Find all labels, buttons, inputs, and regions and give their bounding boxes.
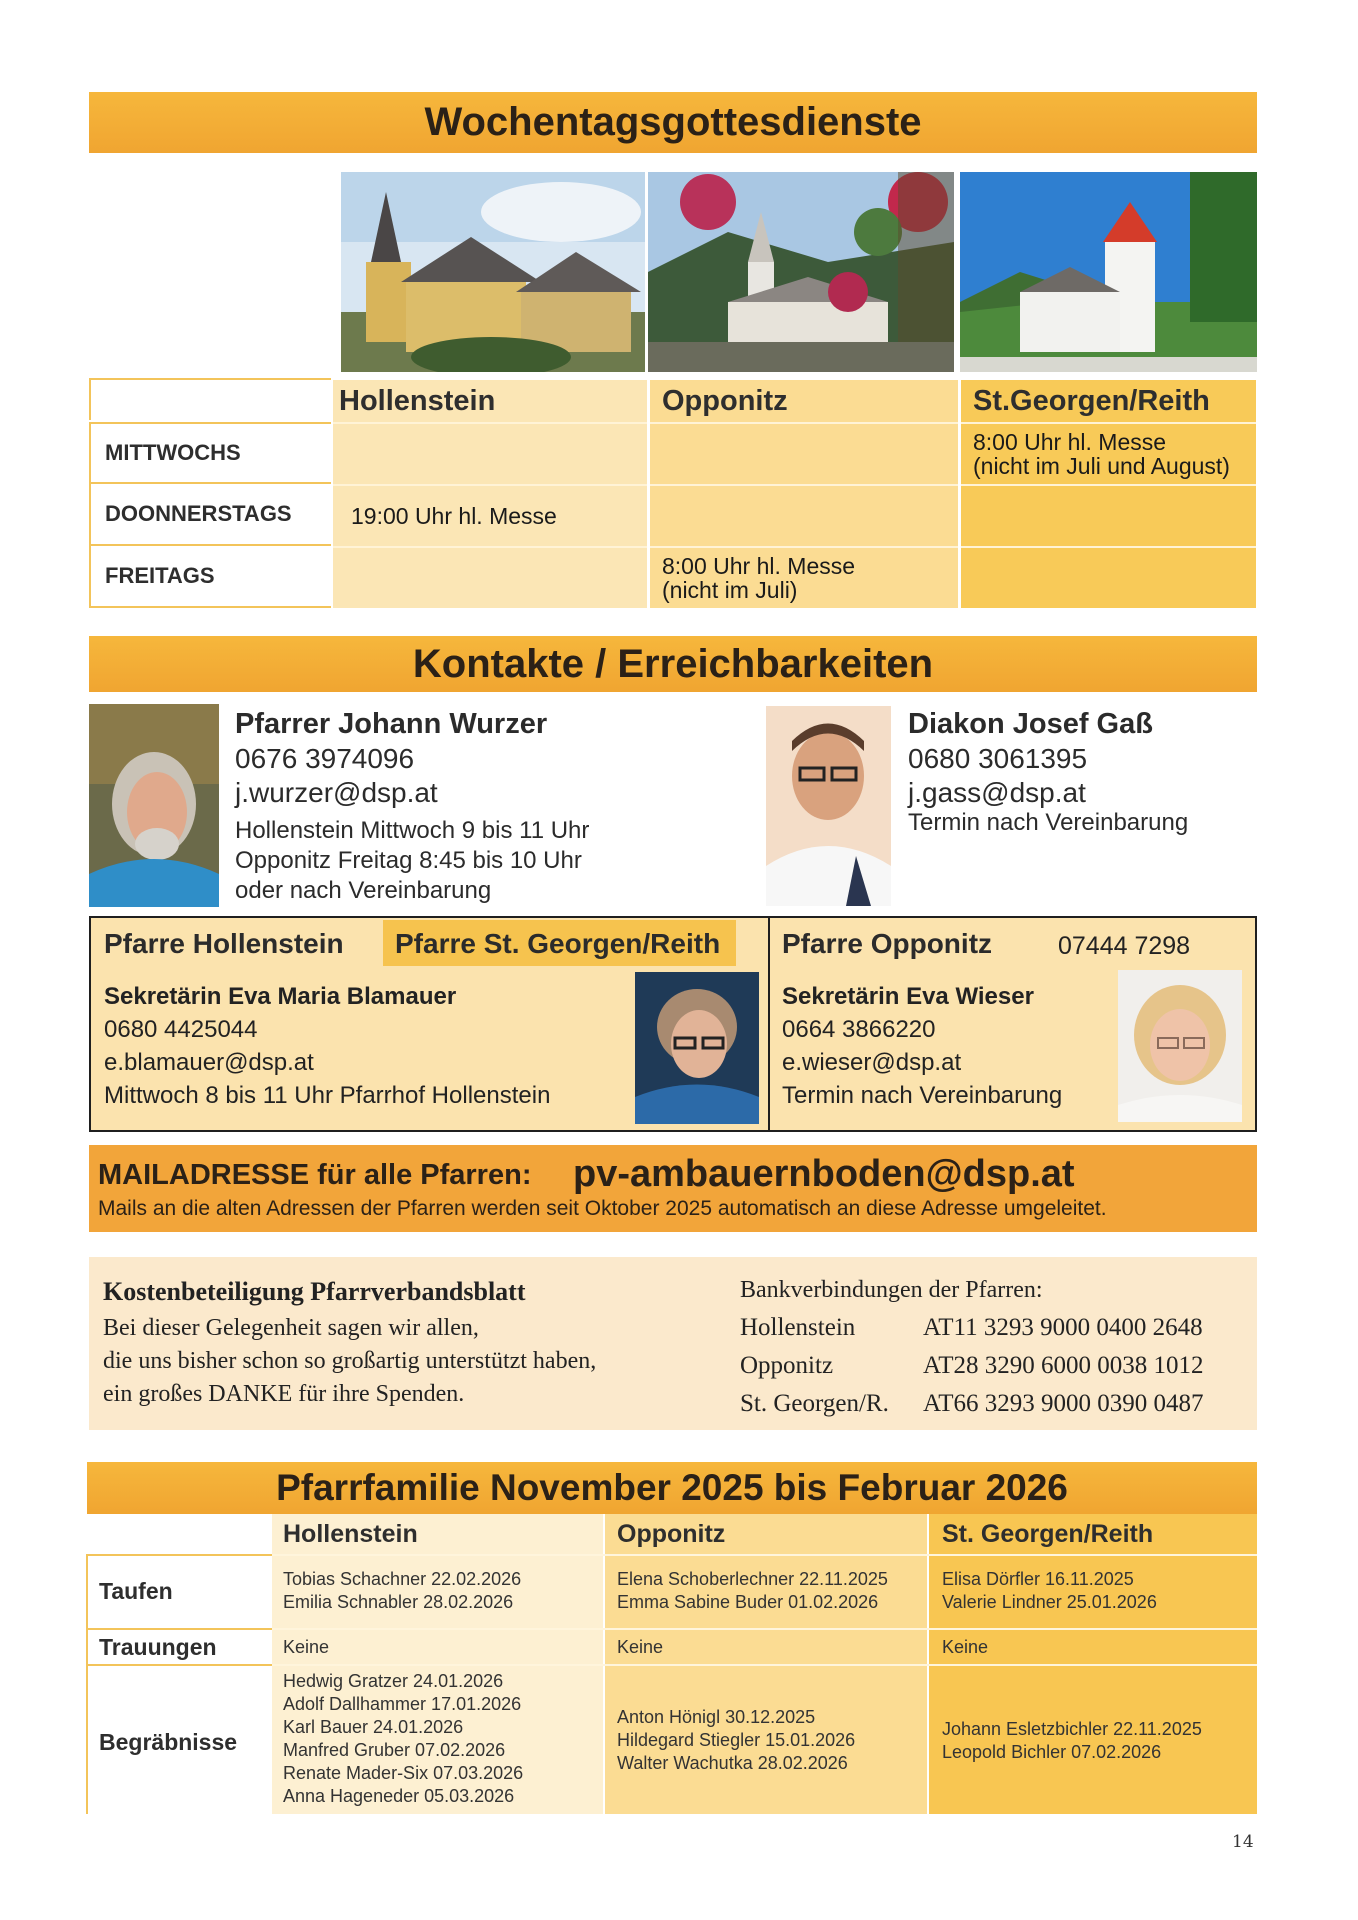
mail-bar — [89, 1145, 1257, 1232]
list-item: Karl Bauer 24.01.2026 — [283, 1717, 464, 1737]
secretary-phone[interactable]: 0680 4425044 — [104, 1016, 258, 1043]
secretary-hours: Mittwoch 8 bis 11 Uhr Pfarrhof Hollenstein — [104, 1082, 551, 1109]
weekday-table-corner — [89, 378, 331, 420]
list-item: Elisa Dörfler 16.11.2025 — [942, 1569, 1134, 1589]
weekday-cell-mittwochs-stgeorgen — [961, 422, 1256, 484]
family-col-opponitz: Opponitz — [617, 1520, 726, 1548]
trauungen-opponitz: Keine — [617, 1637, 664, 1657]
family-col-stgeorgen: St. Georgen/Reith — [942, 1520, 1154, 1548]
family-label-border — [86, 1664, 272, 1666]
weekday-col-hollenstein: Hollenstein — [333, 380, 647, 422]
diakon-phone[interactable]: 0680 3061395 — [908, 743, 1088, 774]
list-item: Elena Schoberlechner 22.11.2025 — [617, 1569, 888, 1589]
weekday-col-stgeorgen: St.Georgen/Reith — [961, 380, 1256, 422]
weekday-col-opponitz: Opponitz — [650, 380, 958, 422]
diakon-email[interactable]: j.gass@dsp.at — [908, 777, 1086, 808]
secretary-opponitz — [782, 980, 1062, 1112]
pfarrer-hours-2: Opponitz Freitag 8:45 bis 10 Uhr — [235, 847, 582, 874]
church-photo-hollenstein — [341, 172, 645, 372]
parish-title-opponitz: Pfarre Opponitz — [782, 928, 993, 959]
list-item: Hildegard Stiegler 15.01.2026 — [617, 1730, 856, 1750]
bank-title: Bankverbindungen der Pfarren: — [740, 1277, 1043, 1303]
begraebnisse-hollenstein — [283, 1670, 523, 1808]
bank-name-opponitz: Opponitz — [740, 1352, 834, 1379]
pfarrer-hours-3: oder nach Vereinbarung — [235, 877, 492, 904]
parish-box-opponitz — [768, 916, 1257, 1132]
secretary-wieser-photo — [1118, 970, 1242, 1122]
diakon-contact — [908, 708, 1248, 837]
page-number: 14 — [1232, 1832, 1254, 1852]
weekday-title: Wochentagsgottesdienste — [424, 100, 922, 144]
mass-note: (nicht im Juli) — [662, 577, 798, 603]
family-row-begraebnisse: Begräbnisse — [99, 1729, 238, 1755]
mass-note: (nicht im Juli und August) — [973, 453, 1230, 479]
weekday-cell-freitags-opponitz — [650, 546, 958, 608]
parish-title-stgeorgen: Pfarre St. Georgen/Reith — [383, 920, 736, 966]
list-item: Tobias Schachner 22.02.2026 — [283, 1569, 522, 1589]
weekday-cell — [333, 422, 647, 484]
family-label-border — [86, 1554, 272, 1556]
trauungen-hollenstein: Keine — [283, 1637, 330, 1657]
taufen-opponitz — [617, 1568, 888, 1614]
bank-iban-opponitz: AT28 3290 6000 0038 1012 — [923, 1352, 1204, 1379]
mass-time: 8:00 Uhr hl. Messe — [662, 553, 856, 579]
weekday-cell — [961, 546, 1256, 608]
begraebnisse-opponitz — [617, 1706, 855, 1775]
secretary-hollenstein — [104, 980, 550, 1112]
cost-line-1: Bei dieser Gelegenheit sagen wir allen, — [103, 1315, 479, 1341]
contacts-title: Kontakte / Erreichbarkeiten — [412, 642, 934, 686]
list-item: Renate Mader-Six 07.03.2026 — [283, 1763, 524, 1783]
pfarrer-contact — [235, 708, 755, 905]
bank-name-stgeorgen: St. Georgen/R. — [740, 1390, 889, 1417]
diakon-photo — [766, 706, 891, 906]
weekday-cell — [650, 422, 958, 484]
family-label-border — [86, 1628, 272, 1630]
weekday-cell-donnerstags-hollenstein — [333, 484, 647, 546]
family-row-trauungen: Trauungen — [99, 1634, 217, 1660]
parish-office-phone[interactable]: 07444 7298 — [1058, 932, 1191, 960]
diakon-name: Diakon Josef Gaß — [908, 708, 1153, 740]
family-row-taufen: Taufen — [99, 1578, 173, 1604]
parish-box-hollenstein-stgeorgen — [89, 916, 769, 1132]
taufen-stgeorgen — [942, 1568, 1157, 1614]
cost-line-2: die uns bisher schon so großartig unterstützt haben, — [103, 1348, 597, 1374]
list-item: Leopold Bichler 07.02.2026 — [942, 1742, 1162, 1762]
weekday-cell — [333, 546, 647, 608]
taufen-hollenstein — [283, 1568, 521, 1614]
weekday-row-donnerstags: DOONNERSTAGS — [89, 484, 331, 546]
cost-section — [89, 1257, 1257, 1430]
list-item: Hedwig Gratzer 24.01.2026 — [283, 1671, 504, 1691]
list-item: Adolf Dallhammer 17.01.2026 — [283, 1694, 522, 1714]
secretary-note: Termin nach Vereinbarung — [782, 1082, 1063, 1109]
secretary-phone[interactable]: 0664 3866220 — [782, 1016, 936, 1043]
family-title: Pfarrfamilie November 2025 bis Februar 2026 — [276, 1467, 1068, 1508]
secretary-email[interactable]: e.blamauer@dsp.at — [104, 1049, 314, 1076]
list-item: Walter Wachutka 28.02.2026 — [617, 1753, 848, 1773]
family-label-border — [86, 1554, 88, 1814]
secretary-name: Sekretärin Eva Wieser — [782, 983, 1034, 1010]
list-item: Emilia Schnabler 28.02.2026 — [283, 1592, 514, 1612]
weekday-row-mittwochs: MITTWOCHS — [89, 422, 331, 484]
mass-time: 8:00 Uhr hl. Messe — [973, 429, 1167, 455]
pfarrer-photo — [89, 704, 219, 907]
family-banner — [87, 1462, 1257, 1514]
parish-title-hollenstein: Pfarre Hollenstein — [104, 928, 344, 959]
secretary-name: Sekretärin Eva Maria Blamauer — [104, 983, 457, 1010]
mail-note: Mails an die alten Adressen der Pfarren werden seit Oktober 2025 automatisch an diese Adresse umgeleitet. — [98, 1197, 1107, 1220]
list-item: Manfred Gruber 07.02.2026 — [283, 1740, 506, 1760]
weekday-banner — [89, 92, 1257, 153]
bank-iban-hollenstein: AT11 3293 9000 0400 2648 — [923, 1314, 1203, 1341]
family-col-hollenstein: Hollenstein — [283, 1520, 418, 1548]
bank-name-hollenstein: Hollenstein — [740, 1314, 856, 1341]
trauungen-stgeorgen: Keine — [942, 1637, 989, 1657]
church-photo-opponitz — [648, 172, 954, 372]
mass-time: 19:00 Uhr hl. Messe — [351, 503, 557, 529]
cost-line-3: ein großes DANKE für ihre Spenden. — [103, 1381, 465, 1407]
bank-iban-stgeorgen: AT66 3293 9000 0390 0487 — [923, 1390, 1204, 1417]
list-item: Anton Hönigl 30.12.2025 — [617, 1707, 816, 1727]
weekday-row-freitags: FREITAGS — [89, 546, 331, 608]
pfarrer-hours-1: Hollenstein Mittwoch 9 bis 11 Uhr — [235, 817, 590, 844]
list-item: Johann Esletzbichler 22.11.2025 — [942, 1719, 1202, 1739]
begraebnisse-stgeorgen — [942, 1718, 1202, 1764]
list-item: Anna Hageneder 05.03.2026 — [283, 1786, 515, 1806]
list-item: Emma Sabine Buder 01.02.2026 — [617, 1592, 879, 1612]
contacts-banner — [89, 636, 1257, 692]
cost-title: Kostenbeteiligung Pfarrverbandsblatt — [103, 1277, 526, 1306]
pfarrer-phone[interactable]: 0676 3974096 — [235, 743, 415, 774]
secretary-email[interactable]: e.wieser@dsp.at — [782, 1049, 962, 1076]
church-photo-stgeorgen — [960, 172, 1257, 372]
weekday-cell — [650, 484, 958, 546]
secretary-blamauer-photo — [635, 972, 759, 1124]
pfarrer-name: Pfarrer Johann Wurzer — [235, 708, 548, 740]
pfarrer-email[interactable]: j.wurzer@dsp.at — [235, 777, 438, 808]
diakon-note: Termin nach Vereinbarung — [908, 809, 1189, 836]
mail-address[interactable]: pv-ambauernboden@dsp.at — [573, 1153, 1075, 1195]
mail-label: MAILADRESSE für alle Pfarren: — [98, 1159, 532, 1191]
list-item: Valerie Lindner 25.01.2026 — [942, 1592, 1157, 1612]
weekday-cell — [961, 484, 1256, 546]
